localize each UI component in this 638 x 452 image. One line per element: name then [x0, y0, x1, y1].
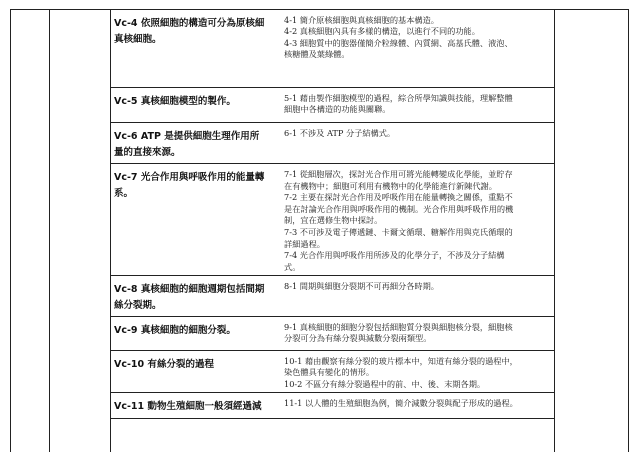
content-code: Vc-7 光合作用與呼吸作用的能量轉 系。 — [114, 172, 265, 199]
description-line: 核糖體及葉綠體。 — [284, 49, 350, 60]
description-line: 4-3 細胞質中的胞器僅簡介粒線體、內質網、高基氏體、液泡、 — [284, 37, 513, 48]
content-description — [276, 123, 554, 139]
content-description — [276, 88, 554, 116]
description-line: 在有機物中；細胞可利用有機物中的化學能進行新陳代謝。 — [284, 180, 497, 191]
description-line: 7-4 光合作用與呼吸作用所涉及的化學分子，不涉及分子結構 — [284, 250, 505, 261]
content-code: Vc-11 動物生殖細胞一般須經過減 — [114, 401, 262, 412]
content-description — [276, 164, 554, 273]
content-description — [276, 10, 554, 61]
description-line: 詳細過程。 — [284, 238, 325, 249]
table-row — [110, 393, 554, 419]
description-line: 7-2 主要在探討光合作用及呼吸作用在能量轉換之關係，重點不 — [284, 192, 513, 203]
description-line: 制，宜在選修生物中探討。 — [284, 215, 383, 226]
description-line: 細胞中各構造的功能與關聯。 — [284, 104, 391, 115]
table-row — [110, 164, 554, 276]
description-line: 10-1 藉由觀察有絲分裂的玻片標本中，知道有絲分裂的過程中， — [284, 356, 518, 366]
description-line: 8-1 間期與細胞分裂期不可再細分各時期。 — [284, 281, 439, 291]
column-divider — [554, 10, 555, 452]
content-code: Vc-10 有絲分裂的過程 — [114, 359, 214, 370]
description-line: 9-1 真核細胞的細胞分裂包括細胞質分裂與細胞核分裂，細胞核 — [284, 322, 513, 332]
description-line: 4-1 簡介原核細胞與真核細胞的基本構造。 — [284, 15, 439, 25]
content-code: Vc-6 ATP 是提供細胞生理作用所 量的直接來源。 — [114, 131, 260, 158]
table-row — [110, 123, 554, 164]
description-line: 7-3 不可涉及電子傳遞鏈、卡爾文循環、糖解作用與克氏循環的 — [284, 226, 513, 237]
description-line: 5-1 藉由製作細胞模型的過程，綜合所學知識與技能，理解整體 — [284, 93, 513, 103]
table-row — [110, 317, 554, 351]
description-line: 6-1 不涉及 ATP 分子結構式。 — [284, 128, 396, 138]
content-description — [276, 276, 554, 292]
table-row — [110, 276, 554, 317]
table-row — [110, 351, 554, 393]
content-code: Vc-5 真核細胞模型的製作。 — [114, 96, 236, 107]
description-line: 4-2 真核細胞內具有多樣的構造，以進行不同的功能。 — [284, 26, 480, 37]
description-line: 染色體具有變化的情形。 — [284, 367, 375, 378]
content-code: Vc-9 真核細胞的細胞分裂。 — [114, 325, 236, 336]
content-code: Vc-8 真核細胞的細胞週期包括間期 絲分裂期。 — [114, 284, 265, 311]
description-line: 式。 — [284, 261, 301, 272]
column-divider — [49, 10, 50, 452]
content-description — [276, 317, 554, 345]
content-description — [276, 351, 554, 390]
description-line: 7-1 從細胞層次，探討光合作用可將光能轉變成化學能，並貯存 — [284, 169, 513, 179]
content-description — [276, 393, 554, 409]
description-line: 分裂可分為有絲分裂與減數分裂兩類型。 — [284, 333, 432, 344]
description-line: 是在討論光合作用與呼吸作用的機制。光合作用與呼吸作用的機 — [284, 203, 514, 214]
table-frame — [10, 9, 629, 452]
table-row — [110, 10, 554, 88]
description-line: 10-2 不區分有絲分裂過程中的前、中、後、末期各期。 — [284, 378, 486, 389]
description-line: 11-1 以人體的生殖細胞為例，簡介減數分裂與配子形成的過程。 — [284, 398, 518, 408]
table-row — [110, 88, 554, 123]
content-code: Vc-4 依照細胞的構造可分為原核細 真核細胞。 — [114, 18, 265, 45]
